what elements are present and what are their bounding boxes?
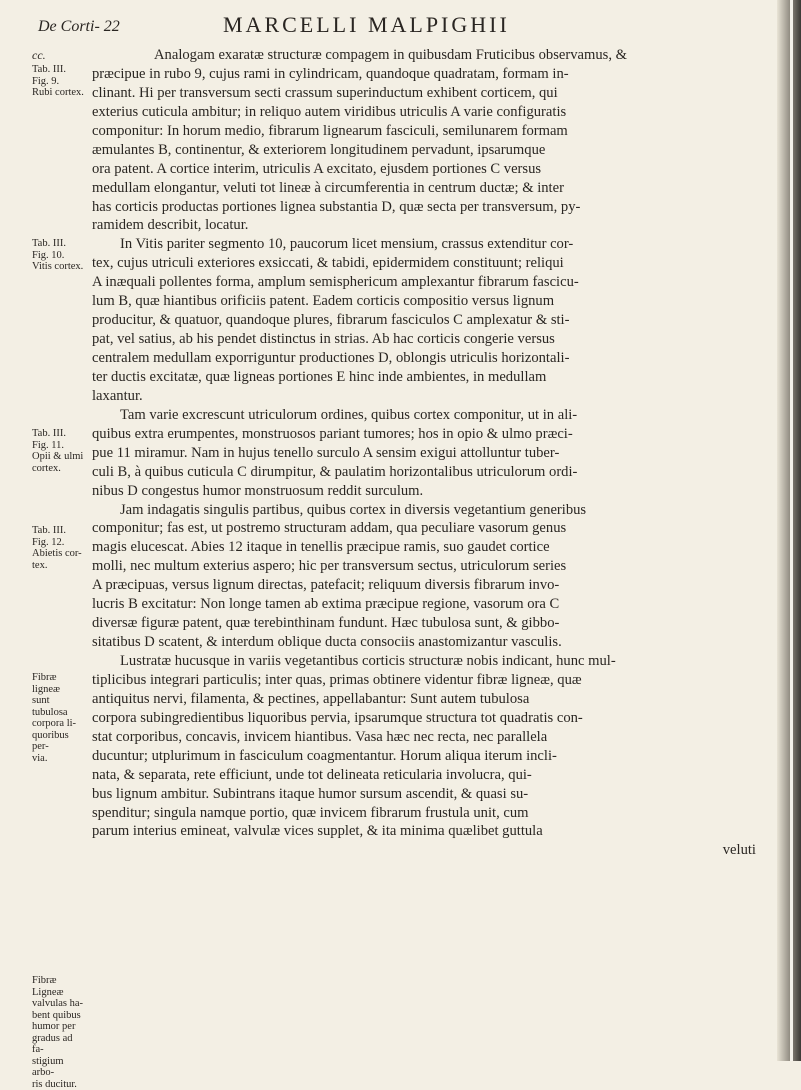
text-line: stat corporibus, concavis, invicem hiantibus. Vasa hæc nec recta, nec parallela bbox=[92, 728, 548, 745]
text-line: sitatibus D scatent, & interdum oblique ducta consociis anastomizantur vasculis. bbox=[92, 634, 562, 651]
text-line: clinant. Hi per transversum secti crassum superinductum exhibent corticem, qui bbox=[92, 84, 558, 101]
text-line: has corticis productas portiones lignea substantia D, quæ secta per transversum, py- bbox=[92, 198, 581, 215]
text-line: A præcipuas, versus lignum directas, patefacit; reliquum diversis fibrarum invo- bbox=[92, 577, 560, 594]
margin-note-abietis: Tab. III. Fig. 12. Abietis cor- tex. bbox=[32, 525, 82, 571]
margin-note-vitis: Tab. III. Fig. 10. Vitis cortex. bbox=[32, 238, 84, 272]
text-line: A inæquali pollentes forma, amplum semisphericum amplexantur fibrarum fascicu- bbox=[92, 274, 579, 291]
text-line: tex, cujus utriculi exteriores exsiccati, & tabidi, epidermidem constituunt; reliqui bbox=[92, 255, 564, 272]
margin-note-opii-ulmi: Tab. III. Fig. 11. Opii & ulmi cortex. bbox=[32, 428, 84, 474]
text-line: laxantur. bbox=[92, 387, 143, 404]
running-head-title: MARCELLI MALPIGHII bbox=[223, 12, 510, 37]
text-line: spenditur; singula namque portio, quæ invicem fibrarum frustula unit, cum bbox=[92, 804, 529, 821]
text-line: bus lignum ambitur. Subintrans itaque humor sursum ascendit, & quasi su- bbox=[92, 785, 529, 802]
text-line: exterius cuticula ambitur; in reliquo autem viridibus utriculis A varie configuratis bbox=[92, 103, 567, 120]
text-line: Analogam exaratæ structuræ compagem in quibusdam Fruticibus observamus, & bbox=[154, 47, 627, 63]
margin-note-fibrae-valvulas: Fibræ Ligneæ valvulas ha- bent quibus humor per gradus ad fa- stigium arbo- ris ducitur. bbox=[32, 975, 84, 1090]
binding-highlight bbox=[790, 0, 793, 1061]
running-head-left: De Corti- 22 bbox=[38, 18, 120, 35]
running-head bbox=[38, 12, 738, 42]
text-line: antiquitus nervi, filamenta, & pectines, appellabantur: Sunt autem tubulosa bbox=[92, 690, 530, 707]
margin-note-fibrae-tubulosa: Fibræ ligneæ sunt tubulosa corpora li- quoribus per- via. bbox=[32, 672, 77, 764]
text-line: medullam elongantur, veluti tot lineæ à circumferentia in centrum ductæ; & inter bbox=[92, 179, 564, 196]
text-line: componitur; fas est, ut postremo structuram addam, qua peculiare vasorum genus bbox=[92, 520, 567, 537]
text-line: centralem medullam exporriguntur productiones D, oblongis utriculis horizontali- bbox=[92, 350, 570, 366]
text-line: nibus D congestus humor monstruosum reddit surculum. bbox=[92, 482, 424, 499]
text-line: Lustratæ hucusque in variis vegetantibus corticis structuræ nobis indicant, hunc mul- bbox=[120, 653, 616, 669]
text-line: corpora subingredientibus liquoribus pervia, ipsarumque structura tot quadratis con- bbox=[92, 709, 583, 726]
text-line: In Vitis pariter segmento 10, paucorum licet mensium, crassus extenditur cor- bbox=[120, 236, 574, 253]
margin-note-rubi: Tab. III. Fig. 9. Rubi cortex. bbox=[32, 64, 84, 98]
body-text bbox=[92, 46, 772, 860]
text-line: ducuntur; utplurimum in fasciculum coagmentantur. Horum aliqua iterum incli- bbox=[92, 747, 557, 764]
text-line: pue 11 miramur. Nam in hujus tenello surculo A sensim exigui attolluntur tuber- bbox=[92, 444, 560, 461]
text-line: nata, & separata, rete efficiunt, unde tot delineata reticularia involucra, qui- bbox=[92, 766, 532, 783]
text-line: æmulantes B, continentur, & exteriorem longitudinem pervadunt, ipsarumque bbox=[92, 141, 546, 158]
text-line: producitur, & quatuor, quandoque plures, fibrarum fasciculos C amplexatur & sti- bbox=[92, 312, 570, 329]
text-line: componitur: In horum medio, fibrarum lignearum fasciculi, semilunarem formam bbox=[92, 122, 568, 139]
text-line: lucris B excitatur: Non longe tamen ab extima præcipue regione, vasorum ora C bbox=[92, 596, 560, 613]
text-line: molli, nec multum exterius aspero; hic per transversum sectus, utriculorum series bbox=[92, 558, 567, 575]
text-line: ora patent. A cortice interim, utriculis A excitato, ejusdem portiones C versus bbox=[92, 160, 542, 177]
margin-note-cc: cc. bbox=[32, 48, 46, 62]
text-line: ramidem describit, locatur. bbox=[92, 217, 249, 234]
text-line: pat, vel satius, ab his pendet distinctus in strias. Ab hac corticis congerie versus bbox=[92, 331, 555, 348]
catchword: veluti bbox=[722, 842, 756, 859]
text-line: tiplicibus integrari particulis; inter quas, primas obtinere videntur fibræ ligneæ, quæ bbox=[92, 671, 582, 688]
text-line: lum B, quæ hiantibus orificiis patent. Eadem corticis compositio versus lignum bbox=[92, 293, 555, 310]
text-line: culi B, à quibus cuticula C dirumpitur, & paulatim horizontalibus utriculorum ordi- bbox=[92, 463, 578, 480]
text-line: Tam varie excrescunt utriculorum ordines, quibus cortex componitur, ut in ali- bbox=[120, 406, 578, 423]
text-line: diversæ figuræ patent, quæ terebinthinam fundunt. Hæc tubulosa sunt, & gibbo- bbox=[92, 615, 560, 632]
text-line: præcipue in rubo 9, cujus rami in cylindricam, quandoque quadratam, formam in- bbox=[92, 65, 569, 82]
text-line: quibus extra erumpentes, monstruosos pariant tumores; hos in opio & ulmo præci- bbox=[92, 425, 573, 442]
text-line: Jam indagatis singulis partibus, quibus cortex in diversis vegetantium generibus bbox=[120, 501, 587, 518]
text-line: ter ductis excitatæ, quæ ligneas portiones E hinc inde ambientes, in medullam bbox=[92, 368, 547, 385]
book-binding-edge bbox=[777, 0, 801, 1061]
text-line: magis elucescat. Abies 12 itaque in tenellis præcipue ramis, suo gaudet cortice bbox=[92, 539, 550, 556]
text-line: parum interius emineat, valvulæ vices supplet, & ita minima quælibet guttula bbox=[92, 823, 543, 840]
